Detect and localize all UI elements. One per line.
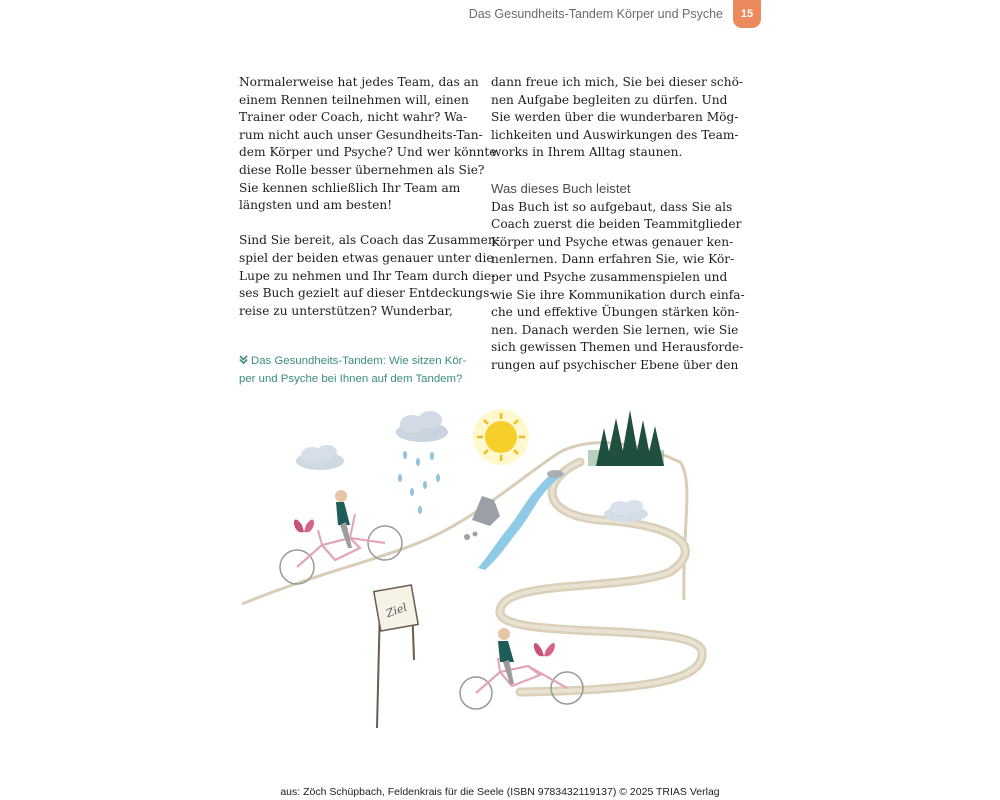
rain-cloud-icon — [396, 411, 448, 514]
sun-icon — [473, 409, 529, 465]
page-number-badge: 15 — [733, 0, 761, 28]
text-line: sich gewissen Themen und Herausforde- — [491, 340, 744, 355]
right-paragraph-1 — [491, 74, 744, 162]
left-paragraph-2 — [239, 232, 500, 320]
text-line: Sie werden über die wunderbaren Mög- — [491, 110, 739, 125]
running-head: Das Gesundheits-Tandem Körper und Psyche — [468, 7, 723, 21]
text-line: reise zu unterstützen? Wunderbar, — [239, 303, 453, 318]
text-line: dem Körper und Psyche? Und wer könnte — [239, 145, 497, 160]
winding-path — [242, 443, 702, 692]
sign-label: Ziel — [384, 600, 409, 621]
text-line: Lupe zu nehmen und Ihr Team durch die- — [239, 268, 496, 283]
text-line: nen Aufgabe begleiten zu dürfen. Und — [491, 92, 728, 107]
text-line: works in Ihrem Alltag staunen. — [491, 145, 683, 160]
text-line: dann freue ich mich, Sie bei dieser schö- — [491, 75, 744, 89]
text-line: Trainer oder Coach, nicht wahr? Wa- — [239, 110, 468, 125]
text-line: Normalerweise hat jedes Team, das an — [239, 75, 479, 89]
text-line: Das Buch ist so aufgebaut, dass Sie als — [491, 199, 733, 214]
right-column — [491, 74, 745, 392]
text-line: lichkeiten und Auswirkungen des Team- — [491, 127, 739, 142]
chevron-down-icon — [239, 353, 251, 371]
text-line: per und Psyche zusammenspielen und — [491, 269, 728, 284]
text-line: Körper und Psyche etwas genauer ken- — [491, 234, 734, 249]
text-line: längsten und am besten! — [239, 198, 393, 213]
right-paragraph-2 — [491, 199, 745, 375]
text-line: wie Sie ihre Kommunikation durch einfa- — [491, 287, 745, 302]
text-line: Sind Sie bereit, als Coach das Zusammen- — [239, 233, 500, 248]
text-line: diese Rolle besser übernehmen als Sie? — [239, 162, 485, 177]
caption-line — [239, 353, 475, 371]
caption-line: per und Psyche bei Ihnen auf dem Tandem? — [239, 372, 463, 385]
tandem-bicycle-lower — [460, 628, 583, 709]
footer-credit: aus: Zöch Schüpbach, Feldenkrais für die Seele (ISBN 9783432119137) © 2025 TRIAS Verlag — [280, 786, 720, 798]
text-line: einem Rennen teilnehmen will, einen — [239, 92, 469, 107]
text-line: ses Buch gezielt auf dieser Entdeckungs- — [239, 286, 494, 301]
text-line: Coach zuerst die beiden Teammitglieder — [491, 217, 742, 232]
text-line: rungen auf psychischer Ebene über den — [491, 357, 739, 372]
text-line: che und effektive Übungen stärken kön- — [491, 305, 740, 320]
tandem-illustration — [230, 398, 730, 743]
cloud-icon — [604, 500, 648, 522]
figure-caption — [239, 353, 475, 388]
butterfly-icon — [534, 643, 555, 656]
butterfly-icon — [294, 519, 314, 532]
finish-sign — [374, 585, 418, 728]
forest-icon — [588, 410, 664, 466]
text-line: spiel der beiden etwas genauer unter die — [239, 250, 494, 265]
left-paragraph-1 — [239, 74, 497, 215]
caption-text: Das Gesundheits-Tandem: Wie sitzen Kör- — [251, 355, 467, 367]
section-heading: Was dieses Buch leistet — [491, 180, 631, 196]
text-line: Sie kennen schließlich Ihr Team am — [239, 180, 461, 195]
cloud-icon — [296, 445, 344, 470]
text-line: rum nicht auch unser Gesundheits-Tan- — [239, 127, 483, 142]
text-line: nen. Danach werden Sie lernen, wie Sie — [491, 322, 739, 337]
left-column — [239, 74, 500, 338]
text-line: nenlernen. Dann erfahren Sie, wie Kör- — [491, 252, 735, 267]
